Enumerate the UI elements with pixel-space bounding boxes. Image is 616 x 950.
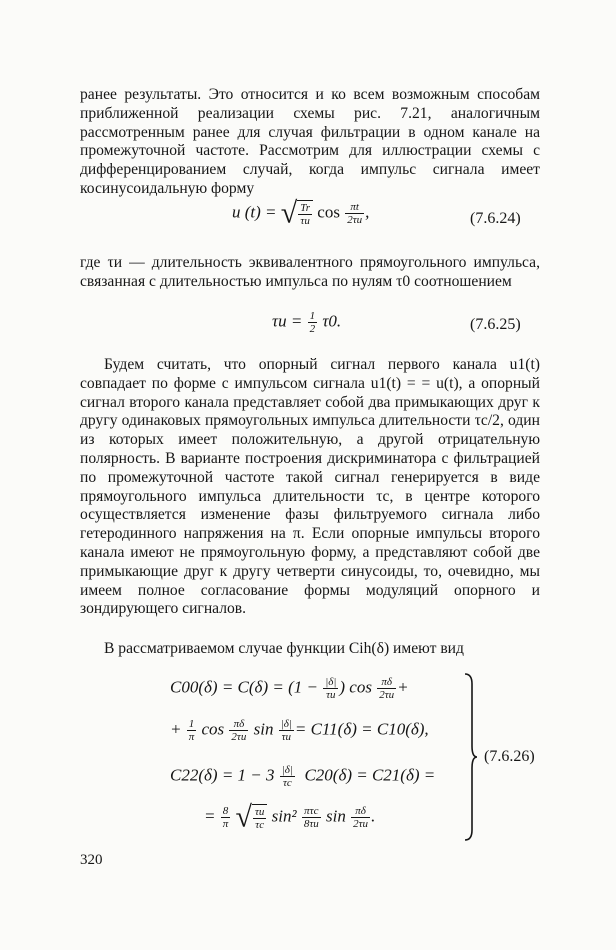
eq3-l1n: |δ| — [325, 676, 337, 688]
eq3-l3d: τс — [282, 777, 292, 789]
eq3-l4rd: τс — [255, 819, 265, 831]
eq3-l4n1: 8 — [221, 805, 231, 818]
eq1-cden: 2τи — [347, 214, 363, 226]
eq1-cnum: πt — [345, 201, 364, 214]
eq2-lhs: τи = — [272, 311, 303, 331]
eq3-l2d: = C11(δ) = C10(δ), — [294, 719, 429, 739]
eq1-den: τи — [300, 215, 310, 227]
eq3-l1a: C00(δ) = C(δ) = (1 − — [170, 677, 318, 697]
eq3-l1cn: πδ — [377, 676, 396, 689]
eq2-den: 2 — [309, 323, 316, 335]
paragraph-4: В рассматриваемом случае функции Cih(δ) имеют вид — [104, 640, 464, 657]
eq3-l2a: + — [170, 719, 182, 739]
right-brace-icon — [464, 672, 478, 842]
eq3-l4e: . — [371, 806, 376, 826]
equation-7-6-25 — [272, 310, 341, 335]
equation-7-6-26-line-4 — [204, 800, 376, 834]
paragraph-1: ранее результаты. Это относится и ко всем возможным способам приближенной реализации схемы рис. 7.21, аналогичным рассмотренным ранее для случая фильтрации в одном канале на промежуточной частоте. Рассмотрим для иллюстрации схемы с дифференцированием случай, когда импульс сигнала имеет косинусоидальную форму — [80, 86, 540, 197]
eq3-l4n2: πτс — [302, 805, 321, 818]
eq3-l3b: C20(δ) = C21(δ) = — [304, 765, 436, 785]
equation-number-7-6-25: (7.6.25) — [470, 316, 521, 333]
eq3-l4d2: 8τи — [303, 818, 319, 830]
eq3-l4d1: π — [222, 818, 229, 830]
paragraph-3: Будем считать, что опорный сигнал первого канала u1(t) совпадает по форме с импульсом сигнала u1(t) = = u(t), а опорный сигнал второго канала представляет собой два примыкающих друг к другу одинаковых прямоугольных импульса длительности τс/2, один из которых имеет положительную, а другой отрицательную полярность. В варианте построения дискриминатора с фильтрацией по промежуточной частоте такой сигнал генерируется в виде прямоугольного импульса длительности τс, в центре которого осуществляется изменение фазы фильтруемого сигнала либо гетеродинного напряжения на π. Если опорные импульсы второго канала имеют не прямоугольную форму, а представляют собой две примыкающие друг к другу четверти синусоиды, то, очевидно, мы имеем полное согласование формы модуляций опорного и зондирующего сигналов. — [80, 356, 540, 618]
eq3-l4n3: πδ — [351, 805, 370, 818]
eq3-l4b: sin² — [271, 806, 297, 826]
eq3-l3n: |δ| — [281, 764, 293, 776]
eq3-l2c: sin — [253, 719, 274, 739]
sqrt-symbol-2: √ — [235, 800, 252, 834]
eq3-l1cd: 2τи — [379, 689, 395, 701]
eq3-l1b: ) cos — [339, 677, 372, 697]
page-number: 320 — [80, 852, 103, 868]
eq3-l2n2: πδ — [229, 718, 248, 731]
eq3-l2d3: τи — [281, 731, 291, 743]
eq2-num: 1 — [309, 310, 316, 322]
eq3-l4c: sin — [326, 806, 346, 826]
equation-number-7-6-26: (7.6.26) — [484, 748, 535, 765]
eq3-l2d2: 2τи — [231, 731, 247, 743]
eq3-l2d1: π — [188, 731, 195, 743]
equation-7-6-24 — [232, 196, 370, 230]
eq3-l4a: = — [204, 806, 216, 826]
equation-7-6-26-line-1 — [170, 676, 409, 701]
eq3-l3a: C22(δ) = 1 − 3 — [170, 765, 275, 785]
eq2-rhs: τ0. — [322, 311, 342, 331]
eq3-l2n3: |δ| — [280, 718, 292, 730]
equation-7-6-26-line-2 — [170, 718, 429, 743]
eq3-l1c: + — [397, 677, 409, 697]
eq3-l2b: cos — [201, 719, 225, 739]
eq1-num: Tr — [300, 202, 311, 214]
eq1-tail: , — [365, 202, 370, 222]
eq3-l2n1: 1 — [187, 718, 197, 731]
eq3-l1d: τи — [326, 689, 336, 701]
paragraph-2: где τи — длительность эквивалентного прямоугольного импульса, связанная с длительностью импульса по нулям τ0 соотношением — [80, 254, 540, 290]
sqrt-symbol: √ — [280, 196, 298, 230]
eq1-lhs: u (t) = — [232, 202, 277, 222]
eq3-l4rn: τи — [254, 806, 265, 818]
equation-7-6-26-line-3 — [170, 764, 435, 789]
equation-number-7-6-24: (7.6.24) — [470, 210, 521, 227]
eq1-cos: cos — [317, 202, 340, 222]
eq3-l4d3: 2τи — [353, 818, 369, 830]
